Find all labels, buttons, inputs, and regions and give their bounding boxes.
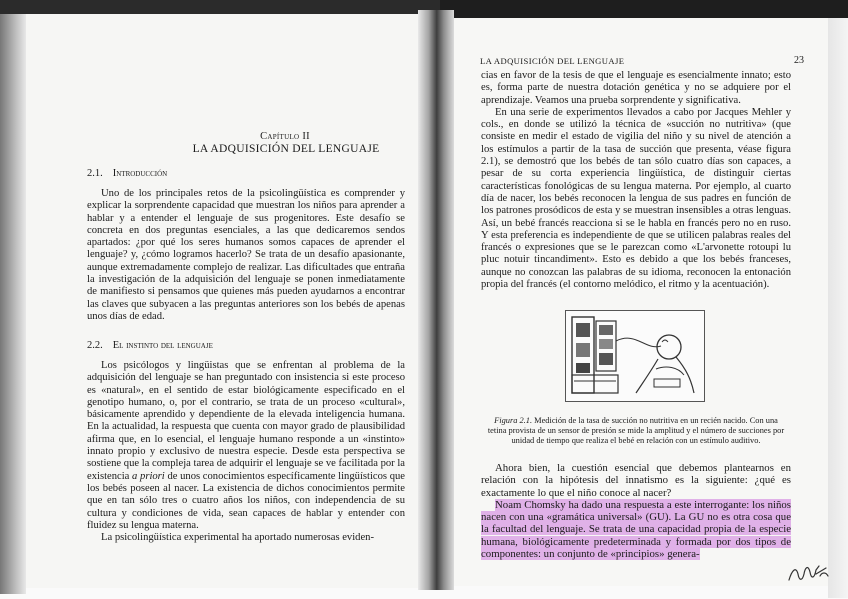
section-heading-introduccion (87, 168, 167, 179)
page-number: 23 (794, 55, 804, 66)
scan-right-edge (828, 18, 848, 598)
instinto-text-a: Los psicólogos y lingüistas que se enfrentan al problema de la adquisición del lenguaje se han preguntado con insistencia si este proceso es «natural», en el sentido de estar biológicamente especificado en el genotipo humano, o, por el contrario, se trata de un proceso «cultural», básicamente aprendido y dependiente de la elevada inteligencia humana. En la actualidad, la respuesta que cuenta con mayor grado de plausibilidad afirma que, en lo esencial, el lenguaje humano responde a un «instinto» innato propio y exclusivo de nuestra especie. Desde esta perspectiva se sostiene que la compleja tarea de adquirir el lenguaje se ve facilitada por la existencia (87, 360, 405, 482)
figure-caption-text: Medición de la tasa de succión no nutritiva en un recién nacido. Con una tetina provista de un sensor de presión se mide la amplitud y el número de succiones por unidad de tiempo que realiza el bebé en relación con un estímulo auditivo. (487, 416, 785, 446)
evidence-paragraph-1: cias en favor de la tesis de que el lenguaje es esencialmente innato; esto es, forma parte de nuestra dotación genética y no se adquiere por el aprendizaje. Veamos una prueba sorprendente y significativa. (481, 70, 791, 106)
handwritten-signature-icon (786, 556, 832, 588)
section-heading-instinto (87, 340, 213, 351)
chomsky-paragraph-block (481, 462, 791, 560)
chomsky-paragraph (481, 499, 791, 560)
intro-paragraph: Uno de los principales retos de la psicolingüística es comprender y explicar la sorprendente capacidad que muestran los niños para aprender a hablar y a entender el lenguaje de sus progenitores. Este desafío se concreta en dos preguntas esenciales, a las que dedicaremos sendos apartados: ¿por qué los seres humanos somos capaces de aprender el lenguaje? y, ¿cómo logramos hacerlo? Se trata de un desafío apasionante, aunque extremadamente complejo de realizar. Las dificultades que entraña la investigación de la adquisición del lenguaje se ponen inmediatamente de manifiesto si pensamos que quienes más pueden ayudarnos a encontrar las claves que subyacen a las preguntas anteriores son los bebés de apenas unos días de edad. (87, 188, 405, 322)
instinto-paragraph-block (87, 360, 405, 544)
section-title: El instinto del lenguaje (112, 340, 213, 351)
figure-drawing (566, 311, 704, 401)
book-gutter-shadow (418, 10, 454, 590)
evidence-paragraph-block (481, 70, 791, 291)
section-number: 2.2. (87, 340, 103, 351)
intro-paragraph-block (87, 188, 405, 323)
instinto-paragraph-2: La psicolingüística experimental ha aportado numerosas eviden- (101, 532, 374, 544)
evidence-paragraph-2: En una serie de experimentos llevados a cabo por Jacques Mehler y cols., en donde se utilizó la técnica de «succión no nutritiva» (que consiste en medir el estado de vigilia del niño y su nivel de atención a los estímulos a partir de la tasa de succión que presenta, véase figura 2.1), se demostró que los bebés de tan sólo cuatro días son capaces, a pesar de su corta experiencia lingüística, de distinguir ciertas características fonológicas de su lengua materna. Por ejemplo, al cuarto día de nacer, los bebés reconocen la lengua de sus padres en función de los patrones prosódicos de esta y se muestran insensibles a otras lenguas. Así, un bebé francés reacciona si se le habla en francés pero no en ruso. Y esta preferencia es independiente de que se utilicen palabras reales del francés o expresiones que se le parezcan como «L'arvonette rotoupi lu pluc notuir tincandiment». Esto es debido a que los bebés franceses, aunque no conozcan las palabras de su idioma, reconocen la entonación propia del francés (el contorno melódico, el ritmo y la acentuación). (481, 106, 791, 291)
instinto-paragraph-1 (87, 360, 405, 532)
highlighted-text: Noam Chomsky ha dado una respuesta a este interrogante: los niños nacen con una «gramática universal» (GU). La GU no es otra cosa que la facultad del lenguaje. Se trata de una capacidad propia de la especie humana, biológicamente predeterminada y formada por dos tipos de componentes: un conjunto de «principios» genera- (481, 498, 791, 561)
instinto-text-b: de unos conocimientos específicamente lingüísticos que los bebés poseen al nacer. La existencia de dichos conocimientos permite que en tan sólo tres o cuatro años los niños, con independencia de su cultura y condiciones de vida, sean capaces de hablar y entender con fluidez su lengua materna. (87, 470, 405, 531)
chapter-title: LA ADQUISICIÓN DEL LENGUAJE (192, 143, 380, 155)
figure-caption (486, 416, 786, 447)
italic-a-priori: a priori (132, 470, 165, 482)
running-head: LA ADQUISICIÓN DEL LENGUAJE (480, 56, 625, 66)
question-paragraph: Ahora bien, la cuestión esencial que debemos plantearnos en relación con la hipótesis del innatismo es la siguiente: ¿qué es exactamente lo que el niño conoce al nacer? (481, 462, 791, 499)
section-number: 2.1. (87, 168, 103, 179)
figure-sucking-measurement-illustration (565, 310, 705, 402)
figure-caption-label: Figura 2.1. (494, 416, 533, 425)
chapter-label: Capítulo II (260, 131, 310, 142)
scan-left-edge-shadow (0, 14, 26, 594)
section-title: Introducción (112, 168, 168, 179)
